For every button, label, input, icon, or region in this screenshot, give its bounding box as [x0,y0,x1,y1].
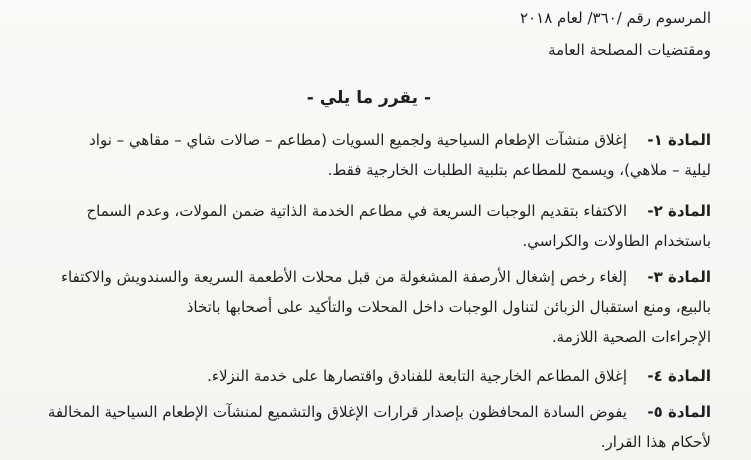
article-text [41,130,627,158]
decree-reference: المرسوم رقم /٣٦٠/ لعام ٢٠١٨ [520,9,711,27]
article-1-continuation: ليلية – ملاهي)، ويسمح للمطاعم بتلبية الطلبات الخارجية فقط. [327,161,711,179]
article-text [41,366,627,394]
article-4 [41,366,711,396]
article-5-continuation: لأحكام هذا القرار. [600,433,711,451]
article-2-continuation: باستخدام الطاولات والكراسي. [522,232,711,250]
article-5 [41,402,711,432]
article-label: المادة ٢- [647,202,711,220]
article-label: المادة ٤- [647,367,711,385]
public-interest-line: ومقتضيات المصلحة العامة [548,41,711,59]
article-label: المادة ١- [647,131,711,149]
decision-title: - يقرر ما يلي - [306,88,431,108]
article-line: إلغاء رخص إشغال الأرصفة المشغولة من قبل محلات الأطعمة السريعة والسندويش والاكتفاء [60,268,627,286]
article-3-continuation-1: بالبيع، ومنع استقبال الزبائن لتناول الوجبات داخل المحلات والتأكيد على أصحابها باتخاذ [186,298,711,316]
article-2 [41,201,711,231]
article-line: الاكتفاء بتقديم الوجبات السريعة في مطاعم الخدمة الذاتية ضمن المولات، وعدم السماح [86,202,627,220]
article-3 [41,267,711,297]
article-text [41,402,627,430]
article-label: المادة ٣- [647,268,711,286]
article-3-continuation-2: الإجراءات الصحية اللازمة. [551,328,711,346]
article-line: يفوض السادة المحافظون بإصدار قرارات الإغلاق والتشميع لمنشآت الإطعام السياحية المخالفة [47,403,627,421]
article-text [41,267,627,295]
article-line: إغلاق منشآت الإطعام السياحية ولجميع السويات (مطاعم – صالات شاي – مقاهي – نواد [89,131,627,149]
article-line: إغلاق المطاعم الخارجية التابعة للفنادق واقتصارها على خدمة النزلاء. [207,367,627,385]
article-text [41,201,627,229]
article-label: المادة ٥- [647,403,711,421]
